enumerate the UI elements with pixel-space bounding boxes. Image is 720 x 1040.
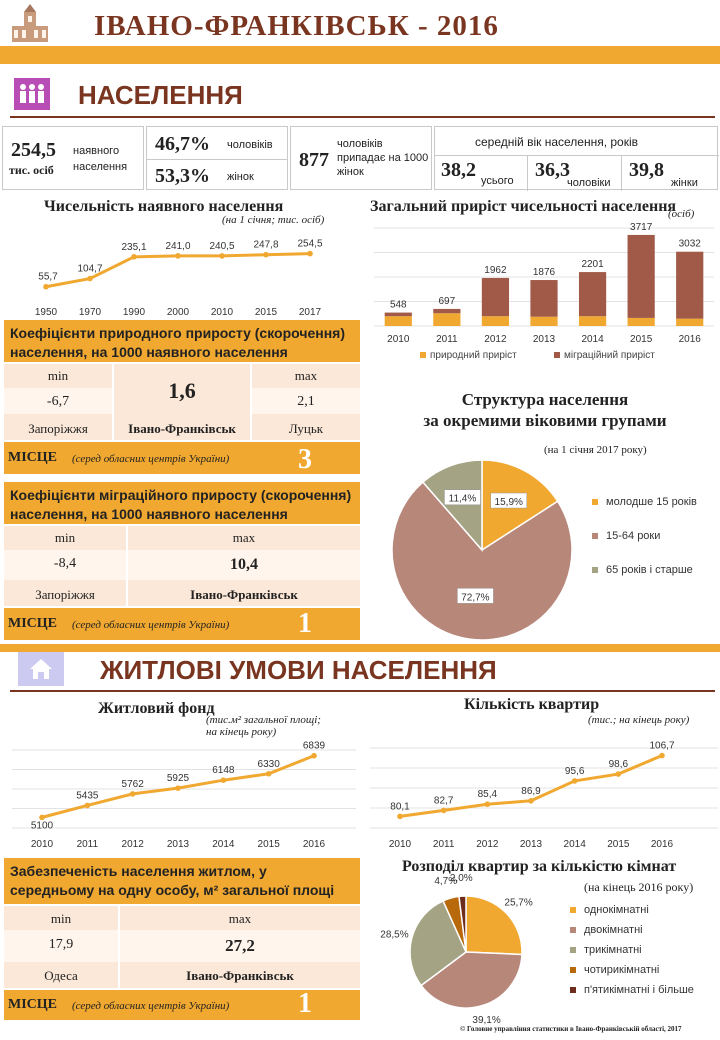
- migration-growth-title: Коефіцієнти міграційного приросту (скорочення) населення, на 1000 наявного населення: [4, 482, 360, 524]
- median-age-men-label: чоловіки: [567, 177, 611, 189]
- rooms-legend-item: [570, 944, 718, 956]
- age-legend-label: молодше 15 років: [606, 496, 697, 508]
- growth-bar-natural: [385, 316, 412, 326]
- growth-x-tick: 2010: [387, 334, 410, 345]
- migration-min-label: min: [54, 530, 76, 545]
- natural-max-label: max: [294, 368, 318, 383]
- growth-bar-natural: [530, 317, 557, 326]
- growth-bar-natural: [482, 316, 509, 326]
- growth-bar-natural: [628, 318, 655, 326]
- men-percent: 46,7%: [155, 133, 210, 155]
- fund-x-tick: 2011: [76, 839, 99, 850]
- population-chart: [10, 226, 350, 318]
- natural-max-value: 2,1: [297, 394, 315, 409]
- population-point: [43, 284, 49, 290]
- natural-min-label: min: [47, 368, 69, 383]
- apartments-point: [572, 778, 578, 784]
- apartments-value-label: 98,6: [608, 759, 629, 771]
- population-chart-title: Чисельність наявного населення: [44, 198, 284, 215]
- population-value-label: 55,7: [38, 271, 58, 283]
- population-value-label: 240,5: [209, 240, 235, 252]
- growth-total-label: 2201: [581, 259, 604, 271]
- total-population-label: наявного населення: [73, 145, 128, 173]
- population-divider: [10, 116, 715, 118]
- age-structure-title-2: за окремими віковими групами: [423, 411, 667, 430]
- rooms-slice-label: 4,7%: [434, 875, 458, 887]
- women-label: жінок: [227, 171, 254, 183]
- housing-divider: [10, 690, 715, 692]
- growth-total-label: 697: [438, 295, 456, 307]
- median-age-women-label: жінки: [671, 177, 698, 189]
- fund-x-tick: 2015: [257, 839, 280, 850]
- apartments-value-label: 80,1: [390, 801, 410, 813]
- growth-bar-natural: [676, 319, 703, 326]
- fund-value-label: 6839: [302, 740, 326, 752]
- population-x-tick: 2000: [166, 307, 190, 318]
- apartments-point: [485, 801, 491, 807]
- house-icon: [18, 652, 64, 686]
- growth-bar-migration: [579, 272, 606, 316]
- migration-max-value: 10,4: [230, 556, 258, 573]
- gender-ratio-value: 877: [299, 149, 329, 171]
- growth-x-tick: 2011: [436, 334, 458, 345]
- growth-total-label: 1876: [532, 267, 556, 279]
- rooms-chart-title: Розподіл квартир за кількістю кімнат: [402, 858, 677, 875]
- rooms-legend: [570, 904, 718, 1004]
- rooms-legend-item: [570, 924, 718, 936]
- provision-place-value: 1: [298, 988, 312, 1019]
- population-point: [131, 254, 137, 260]
- rooms-chart: [370, 873, 566, 1026]
- women-percent: 53,3%: [155, 165, 210, 187]
- page-title: ІВАНО-ФРАНКІВСЬК - 2016: [94, 10, 499, 42]
- rooms-legend-label: чотирикімнатні: [584, 964, 660, 976]
- population-x-tick: 2015: [254, 307, 278, 318]
- growth-x-tick: 2016: [678, 334, 701, 345]
- population-value-label: 104,7: [77, 263, 103, 275]
- total-population-box: [2, 126, 144, 190]
- fund-chart-subtitle-1: (тис.м² загальної площі;: [206, 714, 321, 726]
- fund-x-tick: 2014: [212, 839, 235, 850]
- population-value-label: 247,8: [253, 239, 279, 251]
- growth-bar-migration: [530, 280, 557, 317]
- fund-value-label: 5435: [76, 790, 99, 802]
- natural-growth-title: Коефіцієнти природного приросту (скорочення) населення, на 1000 наявного населення: [4, 320, 360, 362]
- growth-bar-migration: [676, 252, 703, 319]
- fund-point: [85, 803, 91, 809]
- migration-max-label: max: [232, 530, 256, 545]
- rooms-legend-swatch: [570, 967, 576, 973]
- gender-ratio-box: [290, 126, 432, 190]
- rooms-slice-label: 25,7%: [504, 897, 533, 909]
- fund-point: [266, 771, 272, 777]
- apartments-value-label: 85,4: [477, 789, 498, 801]
- fund-point: [221, 777, 227, 783]
- fund-chart: [12, 736, 356, 850]
- median-age-all-label: усього: [481, 175, 514, 187]
- migration-min-city: Запоріжжя: [35, 587, 95, 602]
- growth-legend-swatch: [420, 352, 426, 358]
- age-legend-label: 15-64 роки: [606, 530, 661, 542]
- fund-x-tick: 2012: [121, 839, 144, 850]
- fund-value-label: 5762: [121, 778, 144, 790]
- provision-max-value: 27,2: [225, 936, 255, 955]
- growth-bar-migration: [433, 309, 460, 313]
- age-legend-label: 65 років і старше: [606, 564, 693, 576]
- population-icon: [14, 78, 50, 110]
- age-slice-label: 11,4%: [448, 493, 477, 505]
- natural-place-note: (серед обласних центрів України): [72, 453, 230, 465]
- apartments-x-tick: 2012: [476, 839, 499, 850]
- fund-value-label: 5925: [166, 773, 190, 785]
- provision-min-value: 17,9: [48, 937, 74, 952]
- growth-x-tick: 2013: [532, 334, 556, 345]
- population-section-title: НАСЕЛЕННЯ: [78, 80, 243, 110]
- median-age-box: [434, 126, 718, 190]
- growth-x-tick: 2014: [581, 334, 604, 345]
- natural-max-city: Луцьк: [288, 421, 324, 436]
- apartments-x-tick: 2011: [432, 839, 455, 850]
- rooms-legend-label: двокімнатні: [584, 924, 643, 936]
- age-slice-label: 72,7%: [461, 592, 490, 604]
- growth-bar-migration: [482, 278, 509, 316]
- apartments-value-label: 82,7: [433, 795, 454, 807]
- growth-legend-label: природний приріст: [430, 350, 517, 361]
- fund-point: [130, 791, 136, 797]
- fund-point: [39, 815, 45, 821]
- rooms-legend-label: однокімнатні: [584, 904, 649, 916]
- provision-max-label: max: [228, 911, 252, 926]
- growth-x-tick: 2012: [484, 334, 507, 345]
- rooms-legend-label: п'ятикімнатні і більше: [584, 984, 694, 996]
- population-value-label: 235,1: [121, 241, 147, 253]
- apartments-x-tick: 2016: [650, 839, 674, 850]
- age-legend-swatch: [592, 499, 598, 505]
- rooms-slice-label: 2,0%: [449, 873, 473, 885]
- population-value-label: 241,0: [165, 240, 191, 252]
- growth-chart-title: Загальний приріст чисельності населення: [370, 198, 677, 215]
- age-legend-item: [592, 564, 718, 576]
- age-legend-swatch: [592, 567, 598, 573]
- population-x-tick: 1970: [78, 307, 102, 318]
- town-hall-icon: [8, 4, 52, 42]
- fund-point: [175, 785, 181, 791]
- rooms-legend-swatch: [570, 907, 576, 913]
- population-x-tick: 2017: [298, 307, 322, 318]
- housing-top-bar: [0, 644, 720, 652]
- fund-value-label: 6148: [212, 765, 235, 777]
- age-structure-subtitle: (на 1 січня 2017 року): [544, 444, 647, 456]
- population-x-tick: 2010: [210, 307, 234, 318]
- migration-place-value: 1: [298, 608, 312, 639]
- growth-bar-natural: [579, 316, 606, 326]
- migration-min-value: -8,4: [53, 556, 77, 571]
- apartments-point: [659, 753, 665, 759]
- provision-title: Забезпеченість населення житлом, у середньому на одну особу, м² загальної площі: [4, 858, 360, 904]
- total-population-unit: тис. осіб: [9, 163, 54, 177]
- growth-x-tick: 2015: [630, 334, 653, 345]
- apartments-value-label: 86,9: [521, 785, 541, 797]
- rooms-legend-swatch: [570, 987, 576, 993]
- age-legend-item: [592, 496, 718, 508]
- fund-x-tick: 2013: [166, 839, 190, 850]
- rooms-legend-swatch: [570, 927, 576, 933]
- fund-point: [311, 753, 317, 759]
- population-value-label: 254,5: [297, 238, 323, 250]
- provision-min-label: min: [50, 911, 72, 926]
- age-structure-title-1: Структура населення: [461, 390, 629, 409]
- gender-ratio-label: чоловіків припадає на 1000 жінок: [337, 138, 429, 178]
- growth-total-label: 548: [389, 299, 407, 311]
- rooms-legend-item: [570, 904, 718, 916]
- apartments-chart-subtitle: (тис.; на кінець року): [588, 714, 690, 726]
- rooms-chart-subtitle: (на кінець 2016 року): [584, 880, 694, 894]
- apartments-point: [616, 771, 622, 777]
- population-point: [307, 251, 313, 257]
- apartments-point: [528, 798, 534, 804]
- population-x-tick: 1990: [122, 307, 146, 318]
- growth-bar-migration: [628, 235, 655, 318]
- age-structure-chart: [386, 446, 586, 642]
- growth-total-label: 3032: [678, 238, 701, 250]
- natural-min-value: -6,7: [46, 394, 70, 409]
- rooms-slice-label: 39,1%: [472, 1014, 501, 1026]
- natural-place-label: МІСЦЕ: [8, 450, 57, 465]
- growth-bar-natural: [433, 313, 460, 326]
- median-age-men: 36,3: [535, 159, 570, 181]
- natural-min-city: Запоріжжя: [28, 421, 88, 436]
- header-bar: [0, 46, 720, 64]
- provision-min-city: Одеса: [44, 968, 78, 983]
- men-label: чоловіків: [227, 139, 273, 151]
- growth-chart-subtitle: (осіб): [668, 208, 695, 220]
- provision-place-label: МІСЦЕ: [8, 997, 57, 1012]
- apartments-chart: [370, 728, 718, 850]
- age-legend-swatch: [592, 533, 598, 539]
- median-age-title: середній вік населення, років: [475, 135, 639, 149]
- rooms-legend-swatch: [570, 947, 576, 953]
- apartments-x-tick: 2010: [388, 839, 412, 850]
- population-chart-subtitle: (на 1 січня; тис. осіб): [222, 214, 325, 226]
- fund-x-tick: 2010: [30, 839, 54, 850]
- growth-legend-swatch: [554, 352, 560, 358]
- age-structure-legend: [592, 496, 718, 598]
- total-population-value: 254,5: [11, 139, 56, 161]
- apartments-x-tick: 2014: [563, 839, 586, 850]
- fund-chart-subtitle-2: на кінець року): [206, 726, 277, 738]
- natural-city-value: 1,6: [168, 378, 196, 403]
- fund-x-tick: 2016: [302, 839, 326, 850]
- apartments-x-tick: 2013: [519, 839, 543, 850]
- migration-max-city: Івано-Франківськ: [190, 587, 298, 602]
- population-point: [87, 276, 93, 282]
- growth-total-label: 1962: [484, 264, 507, 276]
- housing-section-title: ЖИТЛОВІ УМОВИ НАСЕЛЕННЯ: [100, 655, 497, 685]
- apartments-value-label: 95,6: [564, 765, 585, 777]
- apartments-chart-title: Кількість квартир: [464, 696, 600, 713]
- age-legend-item: [592, 530, 718, 542]
- provision-max-city: Івано-Франківськ: [186, 968, 294, 983]
- population-x-tick: 1950: [34, 307, 58, 318]
- rooms-slice-label: 28,5%: [380, 929, 409, 941]
- header-logo: [8, 4, 52, 42]
- growth-bar-migration: [385, 313, 412, 317]
- migration-place-label: МІСЦЕ: [8, 616, 57, 631]
- apartments-value-label: 106,7: [649, 740, 675, 752]
- population-point: [263, 252, 269, 258]
- rooms-legend-label: трикімнатні: [584, 944, 642, 956]
- median-age-women: 39,8: [629, 159, 664, 181]
- population-point: [219, 253, 225, 259]
- rooms-legend-item: [570, 964, 718, 976]
- apartments-x-tick: 2015: [607, 839, 630, 850]
- natural-place-value: 3: [298, 444, 312, 475]
- median-age-all: 38,2: [441, 159, 476, 181]
- growth-total-label: 3717: [630, 221, 653, 233]
- migration-place-note: (серед обласних центрів України): [72, 619, 230, 631]
- fund-chart-title: Житловий фонд: [98, 700, 215, 717]
- growth-chart: [372, 222, 718, 364]
- natural-city-name: Івано-Франківськ: [128, 421, 236, 436]
- footer-copyright: © Головне управління статистики в Івано-Франківській області, 2017: [460, 1025, 682, 1033]
- provision-place-note: (серед обласних центрів України): [72, 1000, 230, 1012]
- apartments-point: [441, 808, 447, 814]
- population-point: [175, 253, 181, 259]
- apartments-point: [397, 814, 403, 820]
- age-slice-label: 15,9%: [494, 497, 523, 509]
- fund-value-label: 6330: [257, 758, 280, 770]
- rooms-legend-item: [570, 984, 718, 996]
- growth-legend-label: міграційний приріст: [564, 350, 655, 361]
- gender-box: [146, 126, 288, 190]
- fund-value-label: 5100: [30, 820, 54, 832]
